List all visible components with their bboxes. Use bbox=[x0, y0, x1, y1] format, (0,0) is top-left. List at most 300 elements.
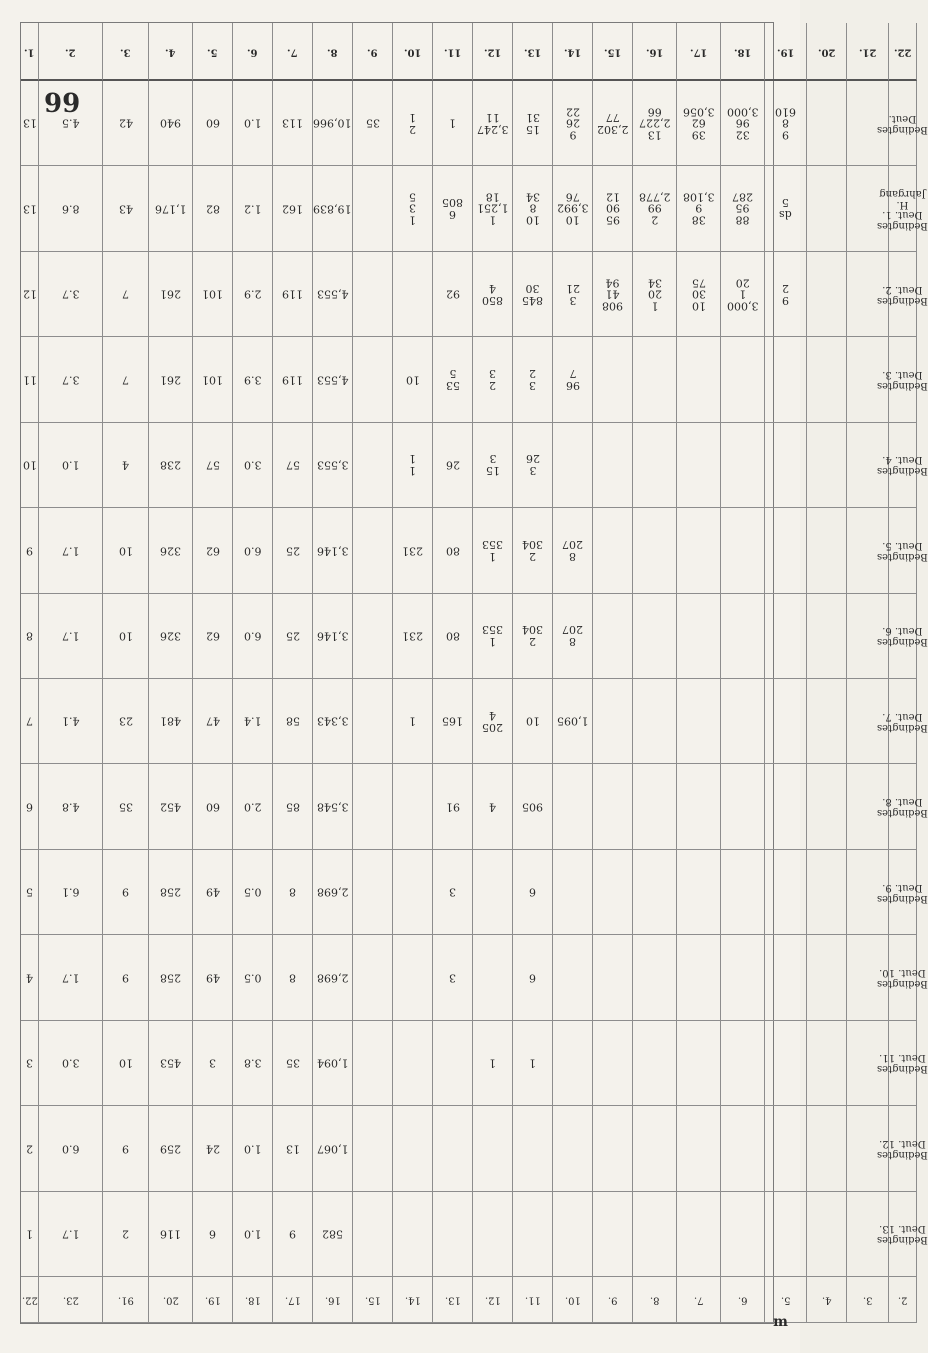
table-cell bbox=[807, 1021, 847, 1106]
table-cell bbox=[553, 508, 593, 593]
table-cell bbox=[721, 166, 765, 251]
table-cell-text: 96 7 bbox=[565, 367, 580, 393]
table-cell bbox=[273, 423, 313, 508]
table-cell bbox=[677, 166, 721, 251]
table-cell-text: 80 bbox=[445, 544, 460, 558]
footer-cell-text: 11. bbox=[524, 1294, 541, 1306]
table-cell bbox=[633, 679, 677, 764]
table-cell bbox=[39, 850, 103, 935]
row-label bbox=[877, 423, 928, 508]
table-cell-text: 7 bbox=[122, 373, 129, 387]
column-number-text: 21. bbox=[858, 46, 877, 58]
table-cell bbox=[473, 1106, 513, 1191]
table-cell bbox=[149, 850, 193, 935]
table-cell bbox=[103, 166, 149, 251]
column-number bbox=[633, 23, 677, 81]
table-cell bbox=[273, 935, 313, 1020]
footer-cell-text: 10. bbox=[564, 1294, 581, 1306]
table-cell-text: 13 2,227 66 bbox=[638, 105, 671, 142]
column-number-text: 2. bbox=[65, 46, 76, 58]
table-cell bbox=[473, 337, 513, 422]
column-number bbox=[149, 23, 193, 81]
row-label-text: Bedingtes Deut. bbox=[877, 113, 928, 135]
footer-cell-text: 16. bbox=[324, 1294, 341, 1306]
table-cell-text: 24 bbox=[205, 1142, 220, 1156]
table-cell-text: 4 bbox=[26, 971, 33, 985]
table-cell bbox=[677, 423, 721, 508]
table-cell bbox=[721, 935, 765, 1020]
table-cell-text: 8 bbox=[26, 629, 33, 643]
table-cell bbox=[473, 81, 513, 166]
table-cell bbox=[273, 337, 313, 422]
table-cell bbox=[677, 1021, 721, 1106]
table-cell bbox=[433, 508, 473, 593]
column-number-text: 5. bbox=[207, 46, 218, 58]
table-cell bbox=[765, 81, 807, 166]
table-cell bbox=[353, 166, 393, 251]
footer-cell-text: 19. bbox=[204, 1294, 221, 1306]
table-cell bbox=[473, 1021, 513, 1106]
column-number-text: 9. bbox=[367, 46, 378, 58]
table-cell-text: ds 5 bbox=[779, 196, 792, 222]
table-cell bbox=[633, 252, 677, 337]
row-label-text: Bedingtes Deut. 3. bbox=[877, 369, 928, 391]
table-cell-text: 231 bbox=[402, 629, 423, 643]
column-number bbox=[393, 23, 433, 81]
table-cell-text: 258 bbox=[160, 971, 181, 985]
table-cell bbox=[553, 850, 593, 935]
table-cell-text: 1 353 bbox=[482, 538, 503, 563]
table-cell bbox=[593, 166, 633, 251]
column-number bbox=[807, 23, 847, 81]
table-cell bbox=[807, 764, 847, 849]
table-cell-text: 35 bbox=[285, 1056, 300, 1070]
table-cell bbox=[393, 594, 433, 679]
table-cell-text: 2 304 bbox=[522, 538, 543, 563]
table-cell-text: 6 805 bbox=[442, 196, 463, 222]
table-cell-text: 25 bbox=[285, 544, 300, 558]
table-cell-text: 1 1 bbox=[409, 452, 416, 478]
table-cell bbox=[233, 423, 273, 508]
table-cell bbox=[149, 423, 193, 508]
row-label bbox=[877, 508, 928, 593]
table-cell-text: 3 bbox=[26, 1056, 33, 1070]
table-cell-text: 1,094 bbox=[316, 1056, 349, 1070]
table-cell-text: 6.0 bbox=[61, 1142, 80, 1156]
table-cell bbox=[103, 1192, 149, 1277]
column-number-text: 8. bbox=[327, 46, 338, 58]
table-cell bbox=[193, 1021, 233, 1106]
table-cell-text: 3.7 bbox=[61, 287, 80, 301]
table-cell bbox=[273, 764, 313, 849]
table-cell bbox=[273, 508, 313, 593]
table-cell bbox=[593, 508, 633, 593]
table-cell bbox=[233, 252, 273, 337]
table-cell bbox=[353, 1192, 393, 1277]
table-cell bbox=[193, 679, 233, 764]
row-label-text: Bedingtes Deut. 1. H. Jahrgang bbox=[877, 188, 928, 231]
table-cell bbox=[21, 1106, 39, 1191]
table-cell bbox=[513, 508, 553, 593]
table-cell bbox=[313, 1021, 353, 1106]
table-cell bbox=[721, 1192, 765, 1277]
table-cell-text: 1 bbox=[409, 714, 416, 728]
table-cell-text: 205 4 bbox=[482, 709, 503, 734]
column-number bbox=[721, 23, 765, 81]
table-cell-text: 1 3 5 bbox=[409, 190, 416, 227]
table-cell bbox=[721, 252, 765, 337]
footer-cell-text: 8. bbox=[649, 1294, 660, 1306]
footer-cell bbox=[473, 1277, 513, 1323]
table-cell-text: 19,839 bbox=[313, 202, 352, 216]
table-cell bbox=[273, 850, 313, 935]
table-cell bbox=[193, 252, 233, 337]
table-cell bbox=[633, 1021, 677, 1106]
table-cell bbox=[39, 594, 103, 679]
table-cell-text: 1.0 bbox=[243, 116, 262, 130]
table-cell bbox=[233, 679, 273, 764]
row-label-text: Bedingtes Deut. 11. bbox=[877, 1052, 928, 1075]
table-cell bbox=[193, 508, 233, 593]
table-cell bbox=[313, 764, 353, 849]
column-number-text: 13. bbox=[523, 46, 542, 58]
footer-cell bbox=[513, 1277, 553, 1323]
table-cell bbox=[39, 423, 103, 508]
row-label-text: Bedingtes Deut. 8. bbox=[877, 796, 928, 819]
column-number-text: 12. bbox=[483, 46, 502, 58]
table-cell bbox=[273, 679, 313, 764]
table-cell bbox=[21, 252, 39, 337]
table-cell bbox=[149, 764, 193, 849]
table-cell-text: 9 bbox=[26, 544, 33, 558]
table-cell bbox=[593, 81, 633, 166]
table-cell-text: 4.5 bbox=[61, 116, 80, 130]
table-cell-text: 10 3,992 76 bbox=[556, 190, 589, 227]
table-cell bbox=[393, 1106, 433, 1191]
table-cell bbox=[433, 1021, 473, 1106]
table-cell-text: 32 96 3,000 bbox=[726, 105, 759, 142]
table-cell-text: 845 30 bbox=[522, 282, 543, 307]
table-cell-text: 4,553 bbox=[316, 373, 349, 387]
table-cell bbox=[807, 166, 847, 251]
table-cell-text: 101 bbox=[202, 287, 223, 301]
footer-cell-text: 20. bbox=[162, 1294, 179, 1306]
table-cell bbox=[807, 850, 847, 935]
table-cell bbox=[103, 508, 149, 593]
footer-cell bbox=[193, 1277, 233, 1323]
table-cell bbox=[633, 850, 677, 935]
table-cell bbox=[353, 1106, 393, 1191]
table-cell-text: 13 bbox=[22, 116, 37, 130]
table-cell bbox=[313, 252, 353, 337]
table-cell bbox=[103, 764, 149, 849]
table-cell bbox=[21, 1021, 39, 1106]
table-cell bbox=[433, 679, 473, 764]
table-cell bbox=[807, 935, 847, 1020]
table-cell bbox=[149, 252, 193, 337]
table-cell bbox=[677, 764, 721, 849]
column-number bbox=[765, 23, 807, 81]
row-label bbox=[877, 679, 928, 764]
column-number-text: 16. bbox=[645, 46, 664, 58]
column-number-text: 22. bbox=[893, 46, 912, 58]
table-cell bbox=[721, 81, 765, 166]
table-cell bbox=[21, 81, 39, 166]
table-cell bbox=[393, 252, 433, 337]
table-cell bbox=[513, 1192, 553, 1277]
table-cell-text: 3.0 bbox=[243, 458, 262, 472]
table-cell-text: 940 bbox=[160, 116, 181, 130]
row-label bbox=[877, 337, 928, 422]
table-cell bbox=[193, 764, 233, 849]
table-cell-text: 2 1 bbox=[409, 111, 416, 136]
table-cell-text: 2 304 bbox=[522, 623, 543, 649]
footer-cell bbox=[553, 1277, 593, 1323]
table-cell bbox=[807, 423, 847, 508]
table-cell bbox=[313, 935, 353, 1020]
table-cell bbox=[677, 679, 721, 764]
table-cell bbox=[433, 81, 473, 166]
table-cell bbox=[593, 594, 633, 679]
table-cell bbox=[473, 679, 513, 764]
footer-cell-text: 3. bbox=[862, 1294, 873, 1306]
row-label-text: Bedingtes Deut. 10. bbox=[877, 967, 928, 989]
footer-cell bbox=[39, 1277, 103, 1323]
table-cell bbox=[273, 1021, 313, 1106]
table-cell bbox=[233, 1192, 273, 1277]
table-cell bbox=[103, 679, 149, 764]
table-cell-text: 6.0 bbox=[243, 629, 262, 643]
table-cell-text: 92 bbox=[445, 287, 460, 301]
table-cell-text: 1 bbox=[489, 1056, 496, 1070]
footer-cell-text: 23. bbox=[62, 1294, 79, 1306]
table-cell bbox=[553, 1106, 593, 1191]
footer-cell bbox=[103, 1277, 149, 1323]
table-cell bbox=[39, 252, 103, 337]
table-cell bbox=[807, 1192, 847, 1277]
table-cell bbox=[593, 850, 633, 935]
table-cell-text: 1 bbox=[529, 1056, 536, 1070]
table-cell bbox=[553, 679, 593, 764]
column-number bbox=[473, 23, 513, 81]
table-cell bbox=[765, 337, 807, 422]
table-cell-text: 10,966 bbox=[313, 116, 352, 130]
table-cell bbox=[393, 1192, 433, 1277]
table-cell bbox=[149, 594, 193, 679]
table-cell bbox=[353, 337, 393, 422]
table-cell-text: 3,000 1 20 bbox=[726, 276, 759, 313]
table-cell bbox=[313, 423, 353, 508]
table-cell bbox=[353, 850, 393, 935]
footer-cell bbox=[593, 1277, 633, 1323]
table-cell bbox=[313, 1192, 353, 1277]
table-cell-text: 0.5 bbox=[243, 885, 262, 899]
table-cell-text: 8 bbox=[289, 885, 296, 899]
table-cell-text: 10 bbox=[118, 629, 133, 643]
row-label bbox=[877, 764, 928, 849]
table-cell bbox=[721, 1106, 765, 1191]
table-cell-text: 8 207 bbox=[562, 623, 583, 649]
table-cell bbox=[807, 1106, 847, 1191]
table-cell bbox=[433, 764, 473, 849]
column-number bbox=[593, 23, 633, 81]
table-cell bbox=[193, 166, 233, 251]
table-cell bbox=[721, 508, 765, 593]
table-cell bbox=[193, 850, 233, 935]
table-cell-text: 88 95 287 bbox=[732, 190, 753, 227]
table-cell bbox=[353, 935, 393, 1020]
table-cell-text: 13 bbox=[22, 202, 37, 216]
table-cell bbox=[233, 594, 273, 679]
row-label bbox=[877, 1021, 928, 1106]
column-number bbox=[553, 23, 593, 81]
table-cell-text: 2 bbox=[26, 1142, 33, 1156]
table-cell-text: 0.5 bbox=[243, 971, 262, 985]
table-cell bbox=[593, 1106, 633, 1191]
row-label-text: Bedingtes Deut. 2. bbox=[877, 284, 928, 306]
table-cell bbox=[553, 166, 593, 251]
table-cell bbox=[513, 337, 553, 422]
row-label bbox=[877, 594, 928, 679]
column-number bbox=[193, 23, 233, 81]
table-cell bbox=[433, 252, 473, 337]
column-number bbox=[889, 23, 917, 81]
table-cell-text: 8 207 bbox=[562, 538, 583, 563]
column-number-text: 19. bbox=[776, 46, 795, 58]
table-cell-text: 3,548 bbox=[316, 800, 349, 814]
table-cell-text: 1.0 bbox=[243, 1227, 262, 1241]
footer-cell bbox=[889, 1277, 917, 1323]
table-cell bbox=[721, 850, 765, 935]
table-cell bbox=[21, 337, 39, 422]
table-cell-text: 12 bbox=[22, 287, 37, 301]
column-number bbox=[847, 23, 889, 81]
table-cell bbox=[553, 594, 593, 679]
table-cell bbox=[633, 166, 677, 251]
footer-cell-text: 6. bbox=[737, 1294, 748, 1306]
table-cell-text: 35 bbox=[365, 116, 380, 130]
table-cell bbox=[273, 1106, 313, 1191]
table-cell bbox=[765, 594, 807, 679]
footer-cell-text: 4. bbox=[821, 1294, 832, 1306]
table-cell-text: 238 bbox=[160, 458, 181, 472]
table-cell bbox=[273, 252, 313, 337]
table-cell bbox=[807, 252, 847, 337]
table-cell bbox=[103, 1021, 149, 1106]
column-number-text: 6. bbox=[247, 46, 258, 58]
table-cell bbox=[233, 1021, 273, 1106]
table-cell bbox=[193, 935, 233, 1020]
table-cell bbox=[233, 166, 273, 251]
column-number bbox=[21, 23, 39, 81]
table-cell-text: 38 9 3,108 bbox=[682, 190, 715, 227]
table-cell bbox=[21, 1192, 39, 1277]
table-cell bbox=[149, 81, 193, 166]
table-cell bbox=[765, 850, 807, 935]
table-cell bbox=[513, 594, 553, 679]
table-cell bbox=[633, 508, 677, 593]
row-label bbox=[877, 81, 928, 166]
table-cell bbox=[353, 508, 393, 593]
column-number bbox=[433, 23, 473, 81]
table-cell-text: 101 bbox=[202, 373, 223, 387]
table-cell bbox=[633, 1192, 677, 1277]
table-cell bbox=[593, 252, 633, 337]
table-cell-text: 3.7 bbox=[61, 373, 80, 387]
table-cell-text: 2 3 bbox=[489, 367, 496, 393]
table-cell bbox=[807, 508, 847, 593]
table-cell-text: 261 bbox=[160, 373, 181, 387]
table-cell-text: 4 bbox=[122, 458, 129, 472]
table-cell bbox=[353, 423, 393, 508]
footer-cell-text: 15. bbox=[364, 1294, 381, 1306]
footer-cell-text: 5. bbox=[780, 1294, 791, 1306]
table-cell-text: 326 bbox=[160, 544, 181, 558]
table-cell bbox=[513, 81, 553, 166]
table-cell-text: 91 bbox=[445, 800, 460, 814]
table-cell-text: 60 bbox=[205, 116, 220, 130]
column-number-text: 14. bbox=[563, 46, 582, 58]
table-cell bbox=[149, 935, 193, 1020]
table-cell bbox=[21, 935, 39, 1020]
table-cell bbox=[313, 850, 353, 935]
table-cell bbox=[593, 679, 633, 764]
table-cell-text: 9 bbox=[122, 1142, 129, 1156]
table-cell bbox=[553, 1192, 593, 1277]
column-number-text: 1. bbox=[24, 46, 35, 58]
table-cell bbox=[313, 81, 353, 166]
table-cell bbox=[433, 1106, 473, 1191]
column-number bbox=[273, 23, 313, 81]
table-cell-text: 42 bbox=[118, 116, 133, 130]
footer-cell-text: 14. bbox=[404, 1294, 421, 1306]
column-number bbox=[39, 23, 103, 81]
table-cell-text: 10 bbox=[118, 1056, 133, 1070]
table-cell-text: 82 bbox=[205, 202, 220, 216]
table-cell-text: 2.9 bbox=[243, 287, 262, 301]
table-cell bbox=[765, 423, 807, 508]
row-label-text: Bedingtes Deut. 13. bbox=[877, 1223, 928, 1246]
column-number-text: 11. bbox=[443, 46, 462, 58]
table-cell bbox=[21, 508, 39, 593]
table-cell-text: 43 bbox=[118, 202, 133, 216]
table-cell-text: 3 26 bbox=[525, 452, 540, 478]
table-cell-text: 57 bbox=[285, 458, 300, 472]
footer-cell bbox=[313, 1277, 353, 1323]
table-cell bbox=[233, 1106, 273, 1191]
table-cell-text: 9 8 610 bbox=[775, 105, 796, 142]
table-cell-text: 10 8 34 bbox=[525, 190, 540, 227]
table-cell bbox=[273, 166, 313, 251]
table-cell-text: 1,067 bbox=[316, 1142, 349, 1156]
table-cell bbox=[193, 81, 233, 166]
table-cell bbox=[721, 1021, 765, 1106]
footer-cell bbox=[677, 1277, 721, 1323]
table-cell bbox=[807, 594, 847, 679]
column-number-text: 7. bbox=[287, 46, 298, 58]
table-cell bbox=[39, 764, 103, 849]
table-cell-text: 9 bbox=[122, 971, 129, 985]
table-cell bbox=[593, 423, 633, 508]
table-cell bbox=[149, 1192, 193, 1277]
table-cell-text: 905 bbox=[522, 800, 543, 814]
row-label bbox=[877, 166, 928, 251]
table-cell bbox=[633, 337, 677, 422]
table-cell bbox=[721, 423, 765, 508]
footer-cell bbox=[721, 1277, 765, 1323]
table-cell bbox=[473, 252, 513, 337]
table-cell-text: 1.0 bbox=[61, 458, 80, 472]
